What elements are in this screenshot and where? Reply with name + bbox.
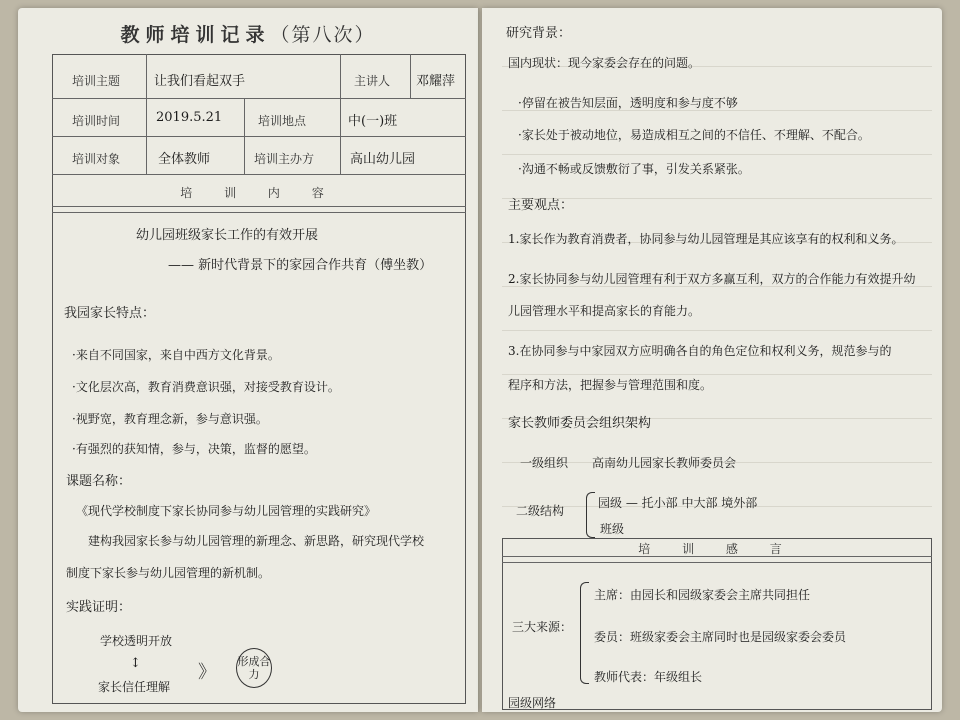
views-label: 主要观点： [508, 198, 574, 213]
sources-brace [580, 582, 589, 684]
synergy-circle: 形成合力 [236, 648, 272, 688]
content-heading-1: 幼儿园班级家长工作的有效开展 [136, 228, 319, 243]
view-item: 2.家长协同参与幼儿园管理有利于双方多赢互利，双方的合作能力有效提升幼 [508, 272, 916, 286]
time-label: 培训时间 [72, 114, 121, 128]
content-heading-2: —— 新时代背景下的家园合作共育（傅坐教） [168, 258, 433, 273]
table-rule [52, 98, 466, 99]
target-value: 全体教师 [158, 152, 211, 167]
project-name: 《现代学校制度下家长协同参与幼儿园管理的实践研究》 [76, 504, 377, 518]
flow-arrow-icon: ↕ [130, 656, 141, 671]
practice-label: 实践证明： [66, 600, 132, 615]
level2-line-2: 班级 [600, 522, 625, 536]
record-session: （第八次） [270, 24, 376, 46]
target-label: 培训对象 [72, 152, 121, 166]
structure-brace [586, 492, 595, 538]
trait-item: ·来自不同国家，来自中西方文化背景。 [72, 348, 280, 362]
trait-item: ·视野宽，教育理念新，参与意识强。 [72, 412, 268, 426]
place-value: 中(一)班 [348, 114, 398, 129]
table-rule [410, 54, 411, 98]
view-item: 儿园管理水平和提高家长的育能力。 [508, 304, 701, 318]
view-item: 程序和方法，把握参与管理范围和度。 [508, 378, 713, 392]
issue-item: ·家长处于被动地位，易造成相互之间的不信任、不理解、不配合。 [518, 128, 870, 142]
table-rule [52, 212, 466, 213]
trait-item: ·有强烈的获知情，参与，决策，监督的愿望。 [72, 442, 316, 456]
committee-label: 家长教师委员会组织架构 [508, 416, 652, 431]
research-label: 研究背景： [506, 26, 572, 41]
domestic-status: 国内现状：现今家委会存在的问题。 [508, 56, 701, 70]
level1-label: 一级组织 [520, 456, 569, 470]
table-rule [340, 54, 341, 174]
topic-label: 培训主题 [72, 74, 121, 88]
trait-item: ·文化层次高，教育消费意识强，对接受教育设计。 [72, 380, 340, 394]
organizer-value: 高山幼儿园 [350, 152, 416, 167]
notebook-rule [502, 154, 932, 155]
table-rule [52, 174, 466, 175]
table-rule [146, 54, 147, 174]
sources-label: 三大来源： [512, 620, 573, 634]
table-rule [502, 562, 932, 563]
project-desc-2: 制度下家长参与幼儿园管理的新机制。 [66, 566, 271, 580]
chevrons-icon: 》 [198, 662, 216, 683]
record-title [18, 20, 478, 47]
level1-value: 高南幼儿园家长教师委员会 [592, 456, 737, 470]
parent-traits-label: 我园家长特点： [64, 306, 156, 321]
project-desc-1: 建构我园家长参与幼儿园管理的新理念、新思路，研究现代学校 [88, 534, 425, 548]
table-rule [52, 136, 466, 137]
source-item: 主席：由园长和园级家委会主席共同担任 [594, 588, 811, 602]
left-page [18, 8, 478, 712]
right-page [482, 8, 942, 712]
project-label: 课题名称： [66, 474, 132, 489]
level2-label: 二级结构 [516, 504, 565, 518]
network-label: 园级网络 [508, 696, 557, 710]
source-item: 教师代表：年级组长 [594, 670, 703, 684]
speaker-label: 主讲人 [354, 74, 391, 88]
record-title-text: 教师培训记录 [120, 24, 271, 46]
topic-value: 让我们看起双手 [154, 74, 246, 89]
speaker-value: 邓耀萍 [416, 74, 456, 89]
source-item: 委员：班级家委会主席同时也是园级家委会委员 [594, 630, 847, 644]
organizer-label: 培训主办方 [254, 152, 315, 166]
time-value: 2019.5.21 [156, 110, 223, 125]
table-rule [244, 98, 245, 174]
issue-item: ·停留在被告知层面，透明度和参与度不够 [518, 96, 738, 110]
notebook-rule [502, 374, 932, 375]
view-item: 1.家长作为教育消费者，协同参与幼儿园管理是其应该享有的权利和义务。 [508, 232, 904, 246]
content-section-label: 培 训 内 容 [180, 186, 338, 200]
view-item: 3.在协同参与中家园双方应明确各自的角色定位和权利义务，规范参与的 [508, 344, 892, 358]
notebook-rule [502, 330, 932, 331]
flow-top: 学校透明开放 [100, 634, 173, 648]
level2-line-1: 园级 — 托小部 中大部 境外部 [598, 496, 758, 510]
reflection-section-label: 培 训 感 言 [638, 542, 796, 556]
flow-bottom: 家长信任理解 [98, 680, 171, 694]
issue-item: ·沟通不畅或反馈敷衍了事，引发关系紧张。 [518, 162, 750, 176]
place-label: 培训地点 [258, 114, 307, 128]
table-rule [52, 206, 466, 207]
